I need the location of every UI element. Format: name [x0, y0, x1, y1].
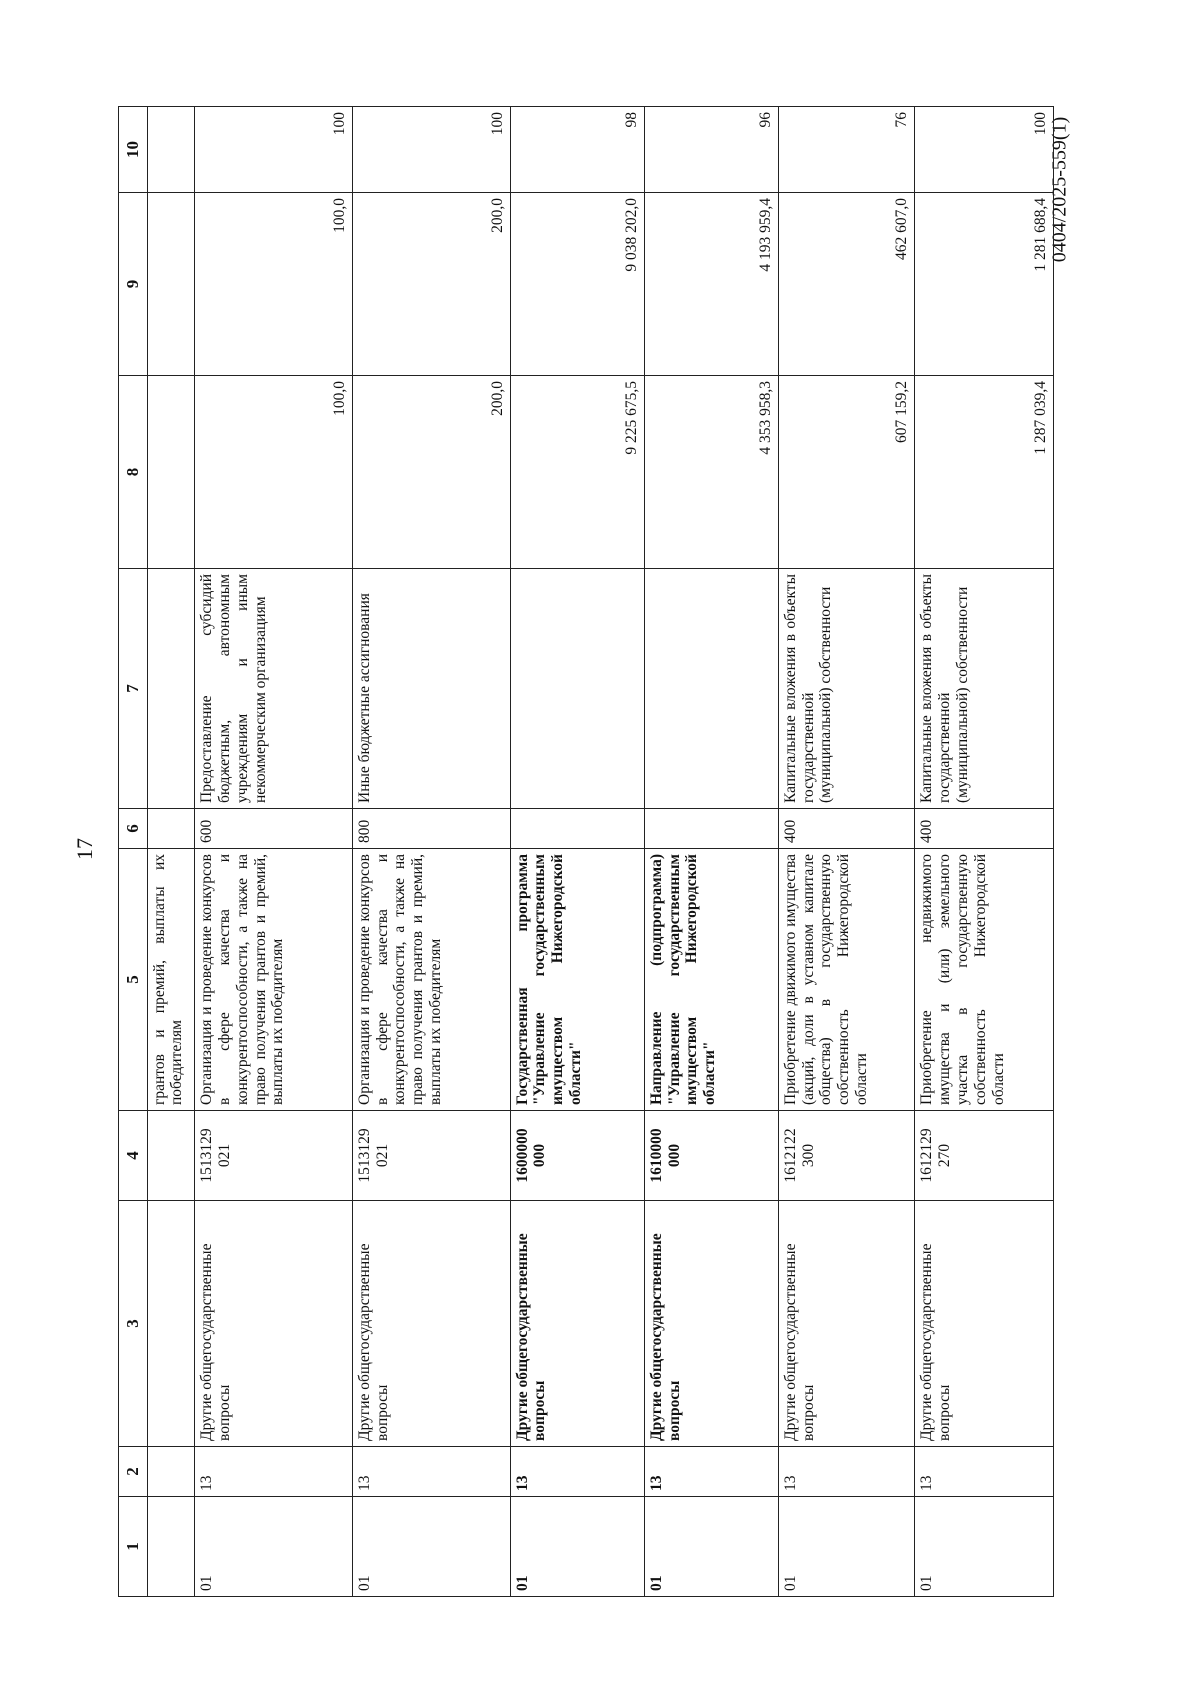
- cell-executed-amount: [147, 193, 195, 376]
- table-row: [644, 107, 778, 1597]
- cell-execution-percent: 76: [778, 107, 914, 193]
- cell-planned-amount: 200,0: [352, 376, 510, 569]
- cell-expense-type: [644, 809, 778, 849]
- header-cell: 5: [119, 849, 148, 1111]
- cell-section: [147, 1497, 195, 1597]
- table-row: [778, 107, 914, 1597]
- cell-executed-amount: 200,0: [352, 193, 510, 376]
- cell-expense-type-name: Предоставление субсидий бюджетным, автономным учреждениям и иным некоммерческим организациям: [195, 569, 353, 809]
- cell-target-code: [147, 1111, 195, 1201]
- table-row: [147, 107, 195, 1597]
- cell-planned-amount: 4 353 958,3: [644, 376, 778, 569]
- cell-target-code: 1513129 021: [352, 1111, 510, 1201]
- cell-target-name: Приобретение недвижимого имущества и (или) земельного участка в государственную собственность Нижегородской области: [915, 849, 1054, 1111]
- cell-executed-amount: 462 607,0: [778, 193, 914, 376]
- cell-expense-type-name: [644, 569, 778, 809]
- cell-expense-type: [147, 809, 195, 849]
- cell-target-name: Направление (подпрограмма) "Управление государственным имуществом Нижегородской области": [644, 849, 778, 1111]
- cell-section: 01: [510, 1497, 644, 1597]
- cell-execution-percent: 98: [510, 107, 644, 193]
- header-cell: 2: [119, 1447, 148, 1497]
- cell-section-name: Другие общегосударственные вопросы: [510, 1201, 644, 1447]
- header-cell: 3: [119, 1201, 148, 1447]
- cell-target-name: грантов и премий, выплаты их победителям: [147, 849, 195, 1111]
- header-cell: 6: [119, 809, 148, 849]
- cell-expense-type: 400: [778, 809, 914, 849]
- header-row: [119, 107, 148, 1597]
- cell-executed-amount: 1 281 688,4: [915, 193, 1054, 376]
- cell-subsection: [147, 1447, 195, 1497]
- page-number: 17: [72, 838, 97, 860]
- header-cell: 8: [119, 376, 148, 569]
- cell-executed-amount: 4 193 959,4: [644, 193, 778, 376]
- cell-section-name: Другие общегосударственные вопросы: [778, 1201, 914, 1447]
- cell-section-name: Другие общегосударственные вопросы: [195, 1201, 353, 1447]
- cell-execution-percent: 100: [195, 107, 353, 193]
- cell-target-code: 1600000 000: [510, 1111, 644, 1201]
- cell-subsection: 13: [352, 1447, 510, 1497]
- cell-expense-type-name: Капитальные вложения в объекты государственной (муниципальной) собственности: [915, 569, 1054, 809]
- header-cell: 7: [119, 569, 148, 809]
- cell-section: 01: [644, 1497, 778, 1597]
- cell-target-code: 1610000 000: [644, 1111, 778, 1201]
- cell-expense-type-name: [510, 569, 644, 809]
- table-row: [915, 107, 1054, 1597]
- cell-target-code: 1612122 300: [778, 1111, 914, 1201]
- cell-executed-amount: 9 038 202,0: [510, 193, 644, 376]
- cell-expense-type-name: Иные бюджетные ассигнования: [352, 569, 510, 809]
- cell-expense-type: 400: [915, 809, 1054, 849]
- cell-expense-type-name: Капитальные вложения в объекты государственной (муниципальной) собственности: [778, 569, 914, 809]
- cell-subsection: 13: [915, 1447, 1054, 1497]
- cell-target-name: Государственная программа "Управление государственным имуществом Нижегородской области": [510, 849, 644, 1111]
- cell-section: 01: [778, 1497, 914, 1597]
- cell-subsection: 13: [510, 1447, 644, 1497]
- cell-target-name: Приобретение движимого имущества (акций, доли в уставном капитале общества) в государственную собственность Нижегородской области: [778, 849, 914, 1111]
- cell-planned-amount: 607 159,2: [778, 376, 914, 569]
- cell-planned-amount: 100,0: [195, 376, 353, 569]
- cell-section-name: Другие общегосударственные вопросы: [915, 1201, 1054, 1447]
- cell-target-code: 1513129 021: [195, 1111, 353, 1201]
- header-cell: 10: [119, 107, 148, 193]
- cell-section: 01: [195, 1497, 353, 1597]
- table-row: [510, 107, 644, 1597]
- cell-expense-type: [510, 809, 644, 849]
- cell-expense-type-name: [147, 569, 195, 809]
- cell-expense-type: 800: [352, 809, 510, 849]
- cell-planned-amount: [147, 376, 195, 569]
- cell-subsection: 13: [195, 1447, 353, 1497]
- cell-section: 01: [915, 1497, 1054, 1597]
- cell-execution-percent: 100: [915, 107, 1054, 193]
- header-cell: 9: [119, 193, 148, 376]
- cell-section-name: Другие общегосударственные вопросы: [352, 1201, 510, 1447]
- rotated-table-wrapper: [118, 107, 1054, 1597]
- header-cell: 1: [119, 1497, 148, 1597]
- cell-section-name: [147, 1201, 195, 1447]
- table-row: [352, 107, 510, 1597]
- cell-execution-percent: 96: [644, 107, 778, 193]
- table-row: [195, 107, 353, 1597]
- cell-execution-percent: 100: [352, 107, 510, 193]
- cell-subsection: 13: [778, 1447, 914, 1497]
- cell-section-name: Другие общегосударственные вопросы: [644, 1201, 778, 1447]
- cell-subsection: 13: [644, 1447, 778, 1497]
- cell-executed-amount: 100,0: [195, 193, 353, 376]
- cell-planned-amount: 9 225 675,5: [510, 376, 644, 569]
- cell-expense-type: 600: [195, 809, 353, 849]
- header-cell: 4: [119, 1111, 148, 1201]
- cell-planned-amount: 1 287 039,4: [915, 376, 1054, 569]
- cell-target-code: 1612129 270: [915, 1111, 1054, 1201]
- cell-execution-percent: [147, 107, 195, 193]
- cell-section: 01: [352, 1497, 510, 1597]
- cell-target-name: Организация и проведение конкурсов в сфере качества и конкурентоспособности, а также на право получения грантов и премий, выплаты их победителям: [352, 849, 510, 1111]
- document-id: 0404/2025-559(1): [1048, 116, 1071, 263]
- cell-target-name: Организация и проведение конкурсов в сфере качества и конкурентоспособности, а также на право получения грантов и премий, выплаты их победителям: [195, 849, 353, 1111]
- budget-table: [118, 106, 1054, 1597]
